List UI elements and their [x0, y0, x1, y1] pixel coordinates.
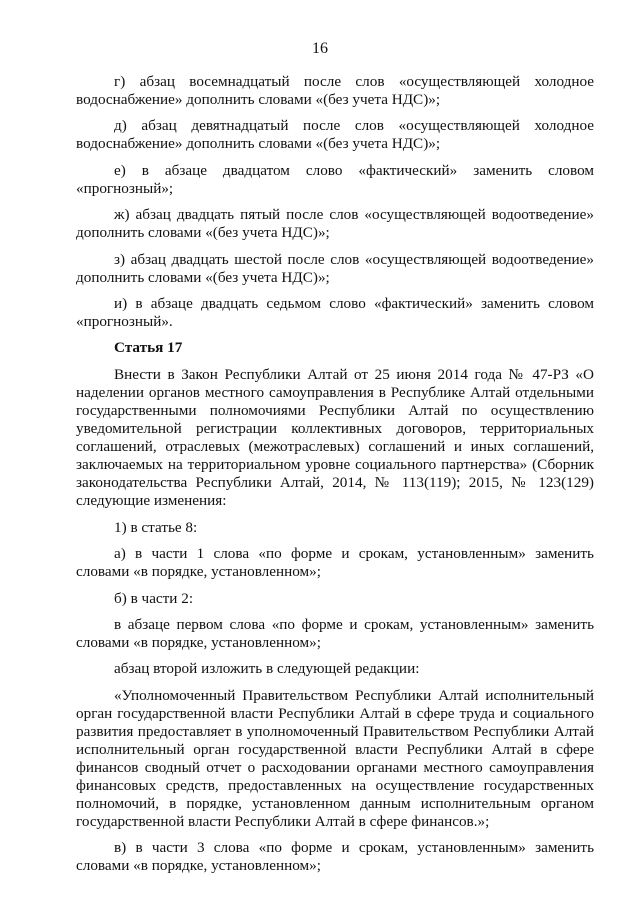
paragraph-intro: Внести в Закон Республики Алтай от 25 июня 2014 года № 47-РЗ «О наделении органов местного самоуправления в Республике Алтай отдельными государственными полномочиями Республики Алтай по осуществлению уведомительной регистрации коллективных договоров, территориальных соглашений, отраслевых (межотраслевых) соглашений и иных соглашений, заключаемых на территориальном уровне социального партнерства» (Сборник законодательства Республики Алтай, 2014, № 113(119); 2015, № 123(129) следующие изменения:: [76, 366, 594, 510]
paragraph-amend-g: г) абзац восемнадцатый после слов «осуществляющей холодное водоснабжение» дополнить словами «(без учета НДС)»;: [76, 73, 594, 108]
paragraph-abzac-first: в абзаце первом слова «по форме и срокам, установленным» заменить словами «в порядке, установленном»;: [76, 615, 594, 651]
paragraph-quoted-text: «Уполномоченный Правительством Республики Алтай исполнительный орган государственной власти Республики Алтай в сфере труда и социального развития предоставляет в уполномоченный Правительством Республики Алтай исполнительный орган государственной власти Республики Алтай в сфере финансов сводный отчет о расходовании органами местного самоуправления финансовых средств, предоставленных на осуществление государственных полномочий, в порядке, установленном данным исполнительным органом государственной власти Республики Алтай в сфере финансов.»;: [76, 686, 594, 830]
paragraph-amend-i: и) в абзаце двадцать седьмом слово «фактический» заменить словом «прогнозный».: [76, 294, 594, 330]
paragraph-amend-e: е) в абзаце двадцатом слово «фактический» заменить словом «прогнозный»;: [76, 161, 594, 197]
document-body: [76, 73, 594, 883]
paragraph-item-b: б) в части 2:: [114, 589, 194, 607]
article-heading: Статья 17: [114, 339, 183, 357]
paragraph-item-a: а) в части 1 слова «по форме и срокам, установленным» заменить словами «в порядке, установленном»;: [76, 545, 594, 581]
paragraph-item-1: 1) в статье 8:: [114, 518, 198, 536]
paragraph-amend-zh: ж) абзац двадцать пятый после слов «осуществляющей водоотведение» дополнить словами «(без учета НДС)»;: [76, 206, 594, 242]
paragraph-item-v: в) в части 3 слова «по форме и срокам, установленным» заменить словами «в порядке, установленном»;: [76, 839, 594, 875]
paragraph-abzac-second: абзац второй изложить в следующей редакции:: [114, 660, 420, 678]
paragraph-amend-z: з) абзац двадцать шестой после слов «осуществляющей водоотведение» дополнить словами «(без учета НДС)»;: [76, 250, 594, 286]
paragraph-amend-d: д) абзац девятнадцатый после слов «осуществляющей холодное водоснабжение» дополнить словами «(без учета НДС)»;: [76, 117, 594, 153]
page-number: 16: [312, 40, 328, 57]
